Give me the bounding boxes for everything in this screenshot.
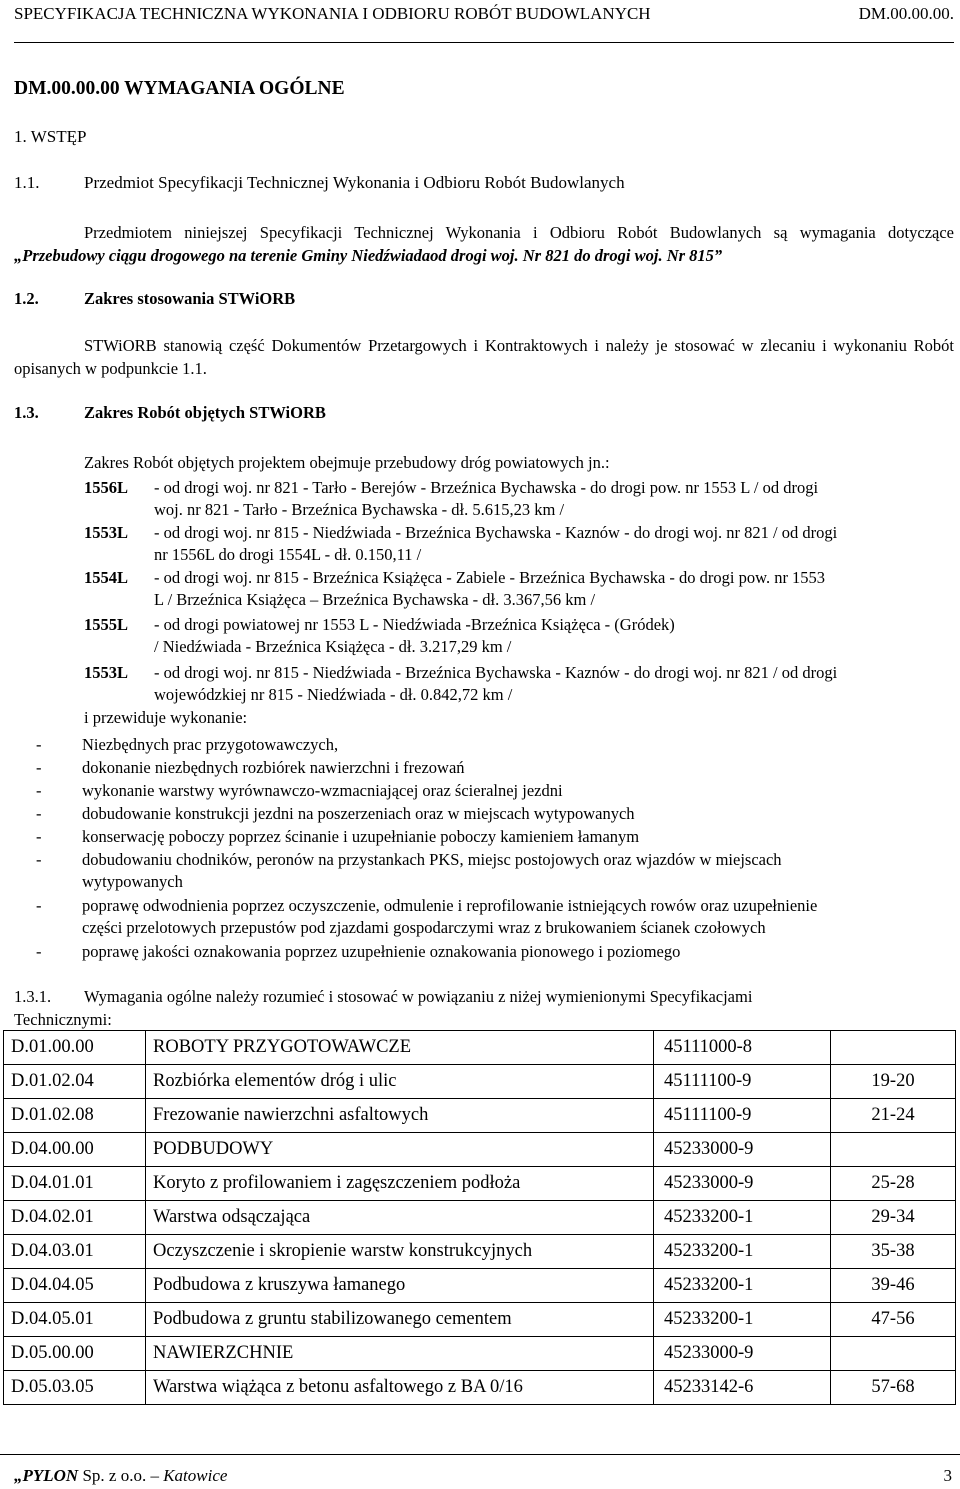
table-row: [4, 1167, 956, 1201]
section-1-1-title: Przedmiot Specyfikacji Technicznej Wykonania i Odbioru Robót Budowlanych: [84, 173, 625, 192]
road-description: - od drogi woj. nr 815 - Niedźwiada - Brzeźnica Bychawska - Kaznów - do drogi woj. nr 821 / od drogi wojewódzkiej nr 815 - Niedźwiada - dł. 0.842,72 km /: [154, 663, 838, 704]
road-description: - od drogi woj. nr 815 - Niedźwiada - Brzeźnica Bychawska - Kaznów - do drogi woj. nr 821 / od drogi nr 1556L do drogi 1554L - dł. 0.150,11 /: [154, 523, 838, 564]
spec-code-cell: D.04.01.01: [4, 1167, 146, 1201]
spec-name-cell: Koryto z profilowaniem i zagęszczeniem podłoża: [146, 1167, 654, 1201]
section-1-3-num: 1.3.: [14, 403, 39, 422]
section-1-2-title: Zakres stosowania STWiORB: [84, 289, 296, 308]
page-range-cell: 39-46: [831, 1269, 956, 1303]
spec-code-cell: D.04.00.00: [4, 1133, 146, 1167]
section-1-3-1-num: 1.3.1.: [14, 987, 52, 1006]
road-description: - od drogi woj. nr 815 - Brzeźnica Książęca - Zabiele - Brzeźnica Bychawska - do drogi pow. nr 1553 L / Brzeźnica Książęca – Brzeźnica Bychawska - dł. 3.367,56 km /: [154, 568, 826, 609]
page-range-cell: 29-34: [831, 1201, 956, 1235]
page-range-cell: [831, 1031, 956, 1065]
section-1-2-paragraph: STWiORB stanowią część Dokumentów Przetargowych i Kontraktowych i należy je stosować w zlecaniu i wykonaniu Robót opisanych w podpunkcie 1.1.: [14, 336, 954, 378]
road-code: 1554L: [84, 568, 129, 587]
road-code: 1556L: [84, 478, 129, 497]
spec-name-cell: NAWIERZCHNIE: [146, 1337, 654, 1371]
road-code: 1553L: [84, 663, 129, 682]
cpv-code-cell: 45233200-1: [654, 1303, 831, 1337]
page-header: [14, 0, 954, 43]
cpv-code-cell: 45233000-9: [654, 1133, 831, 1167]
cpv-code-cell: 45111100-9: [654, 1099, 831, 1133]
road-item: [84, 567, 956, 611]
page-range-cell: 19-20: [831, 1065, 956, 1099]
cpv-code-cell: 45233200-1: [654, 1201, 831, 1235]
table-row: [4, 1201, 956, 1235]
table-row: [4, 1371, 956, 1405]
works-intro: i przewiduje wykonanie:: [84, 708, 248, 727]
section-1-3-intro: Zakres Robót objętych projektem obejmuje przebudowy dróg powiatowych jn.:: [84, 453, 610, 472]
spec-code-cell: D.04.02.01: [4, 1201, 146, 1235]
spec-code-cell: D.04.03.01: [4, 1235, 146, 1269]
spec-code-cell: D.01.02.08: [4, 1099, 146, 1133]
page-range-cell: 35-38: [831, 1235, 956, 1269]
page-range-cell: 25-28: [831, 1167, 956, 1201]
road-item: [84, 477, 956, 521]
section-1-heading: 1. WSTĘP: [14, 127, 87, 146]
cpv-code-cell: 45233142-6: [654, 1371, 831, 1405]
section-1-2-num: 1.2.: [14, 289, 39, 308]
spec-code-cell: D.01.00.00: [4, 1031, 146, 1065]
section-1-3-1-text: Wymagania ogólne należy rozumieć i stosować w powiązaniu z niżej wymienionymi Specyfikacjami: [84, 987, 753, 1006]
page-range-cell: 21-24: [831, 1099, 956, 1133]
spec-name-cell: Rozbiórka elementów dróg i ulic: [146, 1065, 654, 1099]
spec-code-cell: D.01.02.04: [4, 1065, 146, 1099]
table-row: [4, 1065, 956, 1099]
spec-code-cell: D.04.04.05: [4, 1269, 146, 1303]
project-name: „Przebudowy ciągu drogowego na terenie Gminy Niedźwiadaod drogi woj. Nr 821 do drogi woj. Nr 815”: [14, 246, 723, 265]
spec-name-cell: Podbudowa z gruntu stabilizowanego cementem: [146, 1303, 654, 1337]
page-range-cell: [831, 1337, 956, 1371]
spec-name-cell: Warstwa wiążąca z betonu asfaltowego z BA 0/16: [146, 1371, 654, 1405]
footer-city: – Katowice: [150, 1466, 228, 1485]
road-description: - od drogi woj. nr 821 - Tarło - Berejów - Brzeźnica Bychawska - do drogi pow. nr 1553 L / od drogi woj. nr 821 - Tarło - Brzeźnica Bychawska - dł. 5.615,23 km /: [154, 478, 819, 519]
table-row: [4, 1303, 956, 1337]
cpv-code-cell: 45111100-9: [654, 1065, 831, 1099]
cpv-code-cell: 45111000-8: [654, 1031, 831, 1065]
road-item: [84, 662, 956, 706]
road-item: [84, 614, 956, 658]
spec-code-cell: D.04.05.01: [4, 1303, 146, 1337]
section-1-1-paragraph: [14, 221, 954, 267]
spec-name-cell: PODBUDOWY: [146, 1133, 654, 1167]
spec-name-cell: ROBOTY PRZYGOTOWAWCZE: [146, 1031, 654, 1065]
spec-name-cell: Oczyszczenie i skropienie warstw konstrukcyjnych: [146, 1235, 654, 1269]
spec-table: [3, 1030, 956, 1405]
section-1-1-text: Przedmiotem niniejszej Specyfikacji Technicznej Wykonania i Odbioru Robót Budowlanych są wymagania dotyczące: [84, 223, 954, 242]
footer-company: „PYLON: [14, 1466, 79, 1485]
cpv-code-cell: 45233000-9: [654, 1167, 831, 1201]
table-row: [4, 1031, 956, 1065]
spec-name-cell: Warstwa odsączająca: [146, 1201, 654, 1235]
spec-code-cell: D.05.00.00: [4, 1337, 146, 1371]
footer-divider: [0, 1454, 960, 1455]
table-row: [4, 1235, 956, 1269]
page-number: 3: [943, 1466, 952, 1485]
page-range-cell: 47-56: [831, 1303, 956, 1337]
footer: [14, 1466, 227, 1486]
spec-name-cell: Podbudowa z kruszywa łamanego: [146, 1269, 654, 1303]
footer-company-suffix: Sp. z o.o.: [78, 1466, 151, 1485]
cpv-code-cell: 45233200-1: [654, 1269, 831, 1303]
main-heading: DM.00.00.00 WYMAGANIA OGÓLNE: [14, 78, 345, 99]
road-code: 1555L: [84, 615, 129, 634]
road-item: [84, 522, 956, 566]
cpv-code-cell: 45233200-1: [654, 1235, 831, 1269]
spec-name-cell: Frezowanie nawierzchni asfaltowych: [146, 1099, 654, 1133]
page-range-cell: [831, 1133, 956, 1167]
section-1-3-title: Zakres Robót objętych STWiORB: [84, 403, 326, 422]
table-row: [4, 1099, 956, 1133]
table-row: [4, 1337, 956, 1371]
table-row: [4, 1133, 956, 1167]
road-description: - od drogi powiatowej nr 1553 L - Niedźwiada -Brzeźnica Książęca - (Gródek) / Niedźwiada - Brzeźnica Książęca - dł. 3.217,29 km /: [154, 615, 675, 656]
header-title: SPECYFIKACJA TECHNICZNA WYKONANIA I ODBIORU ROBÓT BUDOWLANYCH: [14, 4, 651, 23]
table-row: [4, 1269, 956, 1303]
road-code: 1553L: [84, 523, 129, 542]
cpv-code-cell: 45233000-9: [654, 1337, 831, 1371]
page-range-cell: 57-68: [831, 1371, 956, 1405]
section-1-3-1-text-cont: Technicznymi:: [14, 1010, 112, 1029]
section-1-1-num: 1.1.: [14, 173, 40, 192]
header-code: DM.00.00.00.: [858, 4, 954, 23]
spec-code-cell: D.05.03.05: [4, 1371, 146, 1405]
